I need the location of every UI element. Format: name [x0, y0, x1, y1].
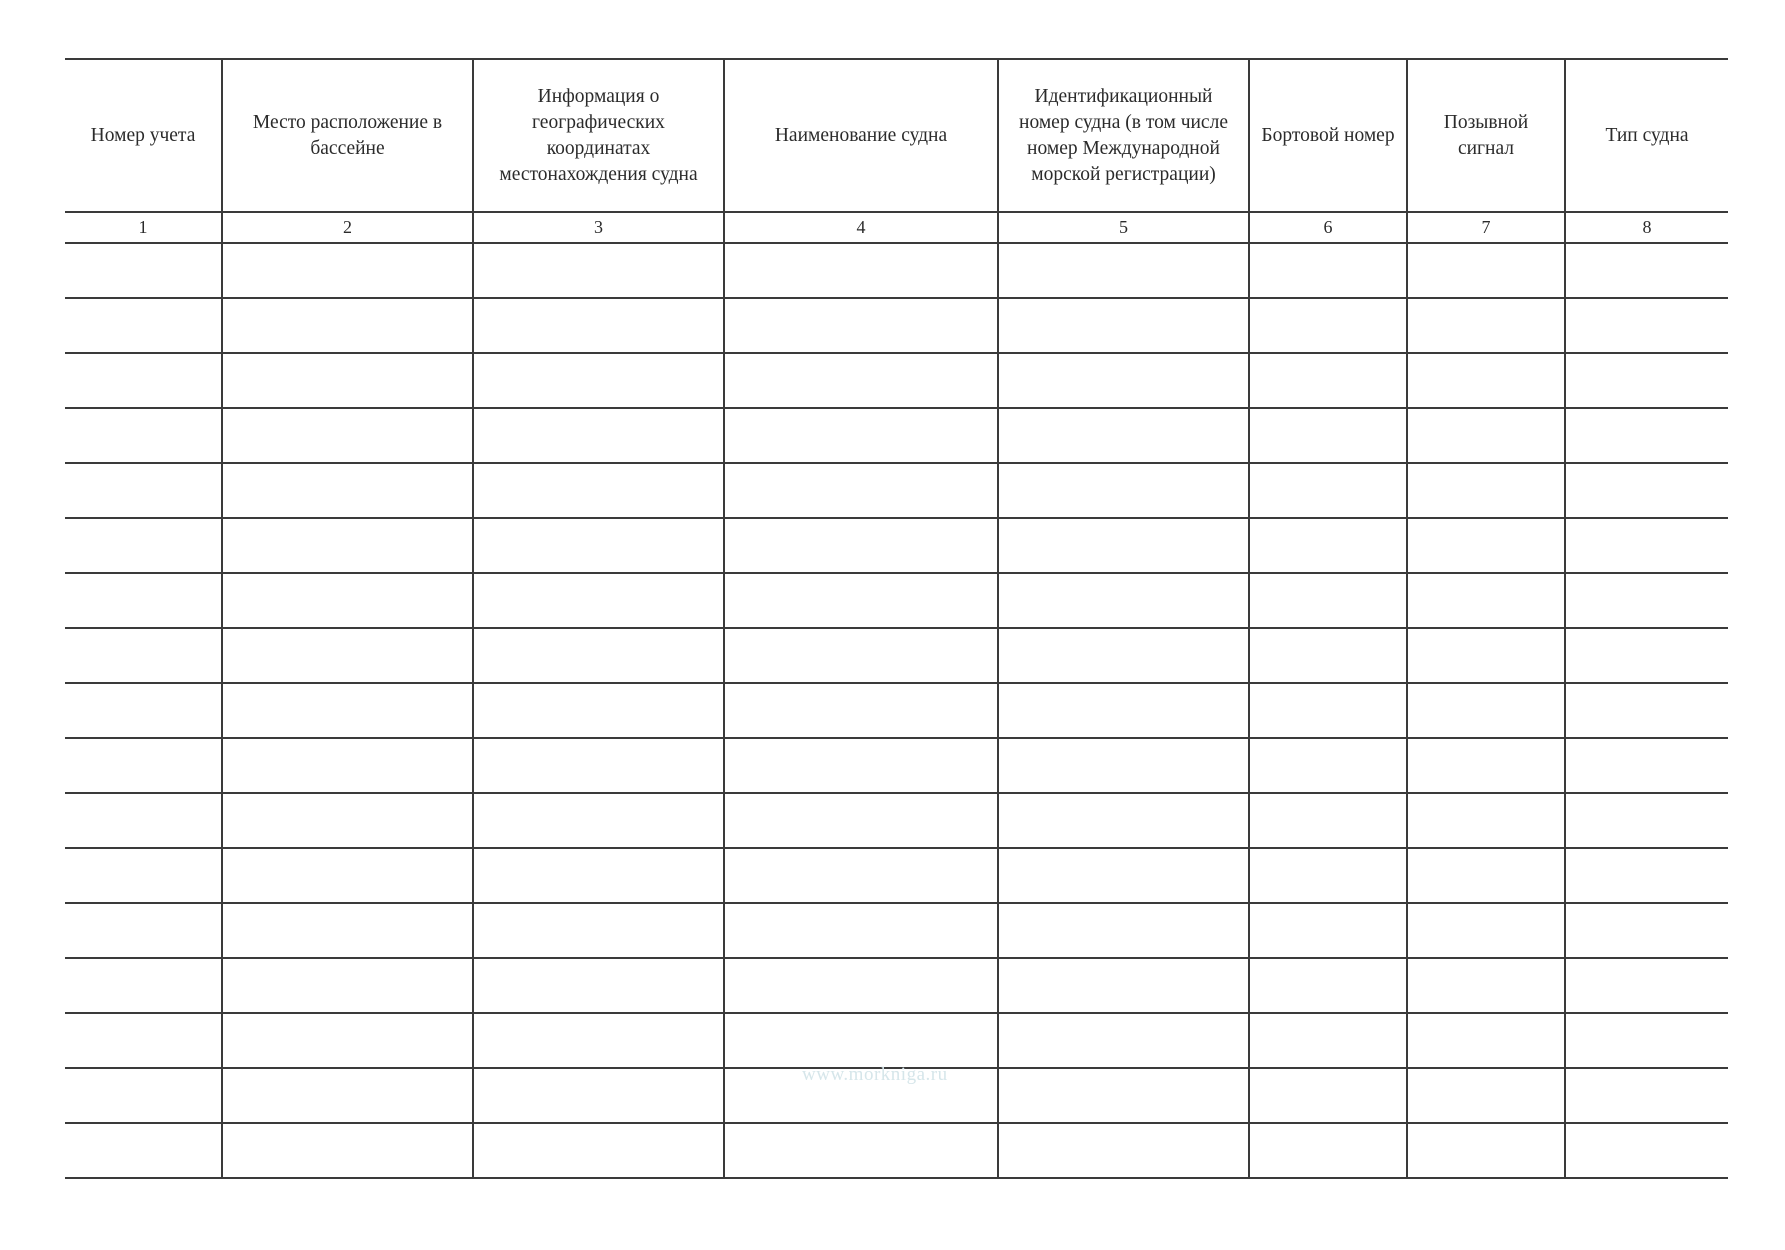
table-cell	[724, 628, 998, 683]
table-row	[65, 958, 1728, 1013]
table-cell	[65, 793, 222, 848]
table-cell	[724, 353, 998, 408]
table-cell	[473, 518, 724, 573]
header-basin-location: Место расположение в бассейне	[222, 59, 473, 212]
table-cell	[724, 958, 998, 1013]
table-cell	[724, 463, 998, 518]
table-cell	[65, 1013, 222, 1068]
table-cell	[65, 298, 222, 353]
table-cell	[1407, 1013, 1565, 1068]
table-row	[65, 353, 1728, 408]
table-cell	[1565, 573, 1728, 628]
header-board-number: Бортовой номер	[1249, 59, 1407, 212]
table-cell	[1407, 243, 1565, 298]
table-cell	[1565, 683, 1728, 738]
table-cell	[473, 683, 724, 738]
column-number: 2	[222, 212, 473, 243]
table-cell	[222, 958, 473, 1013]
table-cell	[1565, 1013, 1728, 1068]
table-cell	[998, 1123, 1249, 1178]
table-cell	[1565, 628, 1728, 683]
table-cell	[724, 1013, 998, 1068]
table-cell	[1407, 1123, 1565, 1178]
table-cell	[222, 1068, 473, 1123]
table-cell	[1407, 793, 1565, 848]
table-cell	[724, 793, 998, 848]
table-cell	[222, 353, 473, 408]
table-cell	[1565, 408, 1728, 463]
table-cell	[473, 1068, 724, 1123]
table-cell	[1249, 848, 1407, 903]
column-number-row	[65, 212, 1728, 243]
table-cell	[222, 628, 473, 683]
table-cell	[473, 1123, 724, 1178]
table-cell	[222, 573, 473, 628]
table-cell	[998, 903, 1249, 958]
table-cell	[1407, 298, 1565, 353]
column-number: 1	[65, 212, 222, 243]
table-cell	[473, 848, 724, 903]
table-cell	[1565, 518, 1728, 573]
table-cell	[1407, 573, 1565, 628]
table-cell	[1407, 903, 1565, 958]
table-cell	[998, 573, 1249, 628]
column-number: 3	[473, 212, 724, 243]
table-header-row	[65, 59, 1728, 212]
table-cell	[473, 408, 724, 463]
table-cell	[998, 353, 1249, 408]
table-cell	[1565, 1123, 1728, 1178]
table-row	[65, 738, 1728, 793]
vessel-register-table	[65, 58, 1728, 1179]
table-cell	[222, 1123, 473, 1178]
table-cell	[1407, 848, 1565, 903]
table-row	[65, 903, 1728, 958]
table-cell	[473, 353, 724, 408]
table-cell	[65, 518, 222, 573]
column-number: 8	[1565, 212, 1728, 243]
table-cell	[998, 683, 1249, 738]
table-cell	[222, 848, 473, 903]
table-cell	[998, 958, 1249, 1013]
table-cell	[473, 793, 724, 848]
table-cell	[1565, 463, 1728, 518]
table-cell	[473, 903, 724, 958]
table-cell	[222, 408, 473, 463]
column-number: 4	[724, 212, 998, 243]
table-cell	[473, 243, 724, 298]
table-cell	[1249, 408, 1407, 463]
table-cell	[65, 958, 222, 1013]
header-vessel-id-number: Идентификационный номер судна (в том числе номер Международной морской регистрации)	[998, 59, 1249, 212]
table-cell	[724, 903, 998, 958]
table-cell	[1249, 683, 1407, 738]
watermark: www.morkniga.ru	[802, 1064, 948, 1085]
table-cell	[1565, 958, 1728, 1013]
header-vessel-type: Тип судна	[1565, 59, 1728, 212]
table-row	[65, 1013, 1728, 1068]
table-cell	[1565, 738, 1728, 793]
table-cell	[1407, 958, 1565, 1013]
table-cell	[65, 1123, 222, 1178]
table-cell	[1249, 903, 1407, 958]
table-cell	[222, 518, 473, 573]
table-cell	[998, 408, 1249, 463]
column-number: 5	[998, 212, 1249, 243]
table-cell	[724, 1123, 998, 1178]
table-cell	[998, 243, 1249, 298]
table-cell	[998, 298, 1249, 353]
table-cell	[1565, 1068, 1728, 1123]
table-cell	[724, 408, 998, 463]
table-cell	[1407, 738, 1565, 793]
column-number: 7	[1407, 212, 1565, 243]
table-row	[65, 1123, 1728, 1178]
table-cell	[65, 463, 222, 518]
table-cell	[65, 353, 222, 408]
table-cell	[1249, 1068, 1407, 1123]
table-cell	[998, 738, 1249, 793]
table-cell	[1249, 738, 1407, 793]
table-cell	[998, 793, 1249, 848]
table-cell	[473, 573, 724, 628]
table-cell	[1565, 353, 1728, 408]
table-cell	[1407, 1068, 1565, 1123]
table-cell	[724, 573, 998, 628]
table-cell	[998, 848, 1249, 903]
table-cell	[65, 408, 222, 463]
table-cell	[724, 243, 998, 298]
table-cell	[1249, 243, 1407, 298]
table-cell	[65, 683, 222, 738]
table-cell	[998, 1013, 1249, 1068]
table-row	[65, 463, 1728, 518]
table-row	[65, 683, 1728, 738]
table-cell	[998, 628, 1249, 683]
table-cell	[473, 463, 724, 518]
table-cell	[222, 298, 473, 353]
table-cell	[65, 1068, 222, 1123]
table-cell	[222, 243, 473, 298]
table-cell	[1407, 683, 1565, 738]
table-cell	[724, 518, 998, 573]
table-cell	[1249, 1123, 1407, 1178]
table-cell	[222, 463, 473, 518]
table-cell	[1249, 518, 1407, 573]
header-call-sign: Позывной сигнал	[1407, 59, 1565, 212]
table-cell	[473, 1013, 724, 1068]
table-cell	[1249, 463, 1407, 518]
table-cell	[222, 738, 473, 793]
table-cell	[1249, 628, 1407, 683]
table-cell	[1407, 353, 1565, 408]
table-cell	[222, 903, 473, 958]
table-cell	[724, 848, 998, 903]
table-cell	[1249, 793, 1407, 848]
table-cell	[65, 573, 222, 628]
table-cell	[1249, 958, 1407, 1013]
table-row	[65, 793, 1728, 848]
table-row	[65, 298, 1728, 353]
table-cell	[1565, 298, 1728, 353]
table-row	[65, 573, 1728, 628]
table-row	[65, 848, 1728, 903]
table-cell	[724, 298, 998, 353]
table-cell	[1407, 628, 1565, 683]
table-cell	[222, 793, 473, 848]
table-cell	[1249, 573, 1407, 628]
table-row	[65, 518, 1728, 573]
header-account-number: Номер учета	[65, 59, 222, 212]
table-cell	[1249, 298, 1407, 353]
table-cell	[65, 243, 222, 298]
table-cell	[65, 903, 222, 958]
table-cell	[1407, 518, 1565, 573]
table-cell	[1565, 793, 1728, 848]
table-cell	[724, 683, 998, 738]
table-cell	[998, 518, 1249, 573]
table-cell	[222, 683, 473, 738]
table-cell	[473, 958, 724, 1013]
table-cell	[1249, 1013, 1407, 1068]
table-cell	[1565, 903, 1728, 958]
table-cell	[1249, 353, 1407, 408]
table-cell	[1407, 463, 1565, 518]
table-cell	[222, 1013, 473, 1068]
table-cell	[998, 463, 1249, 518]
table-cell	[1565, 243, 1728, 298]
table-cell	[473, 628, 724, 683]
table-cell	[1565, 848, 1728, 903]
table-cell	[65, 738, 222, 793]
table-row	[65, 408, 1728, 463]
table-cell	[1407, 408, 1565, 463]
table-cell	[998, 1068, 1249, 1123]
table-cell	[65, 628, 222, 683]
table-row	[65, 628, 1728, 683]
table-cell	[65, 848, 222, 903]
table-cell	[473, 738, 724, 793]
header-vessel-name: Наименование судна	[724, 59, 998, 212]
table-cell	[724, 738, 998, 793]
table-row	[65, 243, 1728, 298]
table-cell	[473, 298, 724, 353]
column-number: 6	[1249, 212, 1407, 243]
header-geo-coordinates: Информация о географических координатах местонахождения судна	[473, 59, 724, 212]
